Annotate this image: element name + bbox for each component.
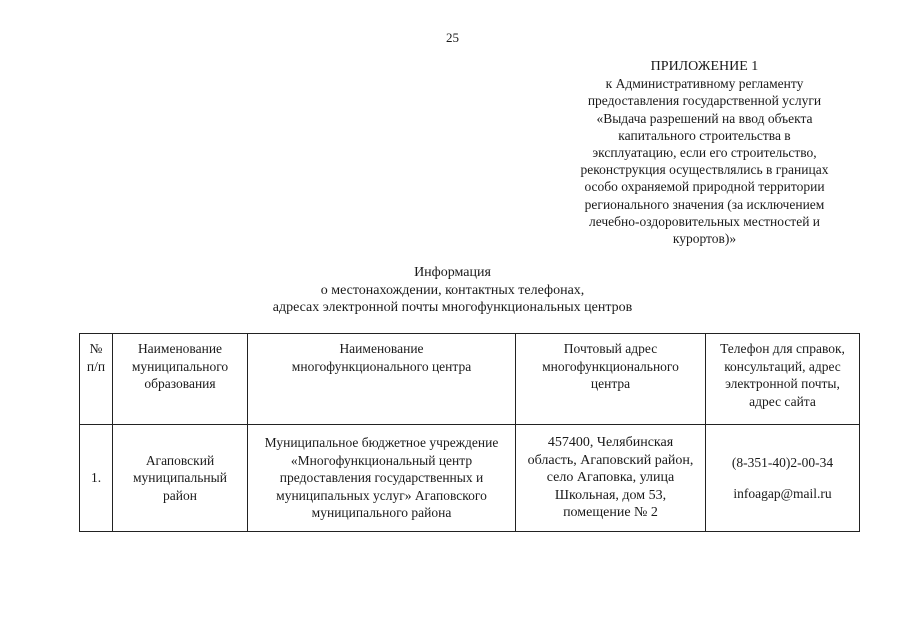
header-num [80,334,113,425]
info-title: Информация [414,265,491,280]
appendix-block [552,58,857,247]
appendix-line: курортов)» [672,231,737,247]
info-subtitle-line: адресах электронной почты многофункциональных центров [272,300,633,315]
cell-text: муниципального района [311,505,452,521]
cell-text: помещение № 2 [563,505,658,521]
header-text: Телефон для справок, [720,341,845,356]
header-text: Наименование [339,341,424,356]
cell-text: муниципальный [133,470,227,486]
appendix-line: особо охраняемой природной территории [584,179,825,195]
header-text: многофункционального центра [291,358,472,374]
cell-center [248,425,516,532]
appendix-line: реконструкция осуществлялись в границах [580,162,829,178]
header-text: Наименование [137,341,223,356]
appendix-line: лечебно-оздоровительных местностей и [588,213,821,229]
appendix-line: капитального строительства в [618,127,791,143]
appendix-line: предоставления государственной услуги [587,93,822,109]
header-text: Почтовый адрес [563,341,658,356]
info-subtitle-line: о местонахождении, контактных телефонах, [320,282,585,298]
cell-municipality [113,425,248,532]
cell-text: Муниципальное бюджетное учреждение [264,435,499,451]
page-number: 25 [446,30,459,45]
header-text: консультаций, адрес [724,358,841,374]
header-text: № [89,341,103,356]
appendix-line: к Административному регламенту [605,76,804,92]
contact-phone: (8-351-40)2-00-34 [731,454,834,470]
cell-text: «Многофункциональный центр [290,452,473,468]
cell-text: муниципальных услуг» Агаповского [276,487,487,503]
info-title-block [0,264,905,317]
appendix-line: регионального значения (за исключением [584,196,825,212]
cell-text: Школьная, дом 53, [554,487,667,503]
header-contact [706,334,860,425]
appendix-line: эксплуатацию, если его строительство, [592,145,817,161]
cell-contact [706,425,860,532]
header-text: п/п [86,358,106,374]
header-text: муниципального [131,358,229,374]
header-text: многофункционального [542,358,679,374]
cell-address [516,425,706,532]
cell-text: область, Агаповский район, [527,452,694,468]
cell-text: село Агаповка, улица [546,470,675,486]
header-address [516,334,706,425]
header-text: электронной почты, [725,376,840,391]
header-text: адрес сайта [749,393,816,409]
header-text: центра [590,376,631,391]
cell-text: Агаповский [145,452,215,468]
cell-num: 1. [80,425,113,532]
header-text: образования [144,376,216,391]
contact-email[interactable]: infoagap@mail.ru [733,486,832,501]
header-center [248,334,516,425]
appendix-line: «Выдача разрешений на ввод объекта [596,110,813,126]
table-row [80,425,860,532]
cell-text: 457400, Челябинская [547,435,674,451]
cell-text: район [163,487,197,503]
table-header-row [80,334,860,425]
appendix-heading: ПРИЛОЖЕНИЕ 1 [650,59,759,74]
cell-text: предоставления государственных и [279,470,484,486]
mfc-table [79,333,860,532]
header-municipality [113,334,248,425]
